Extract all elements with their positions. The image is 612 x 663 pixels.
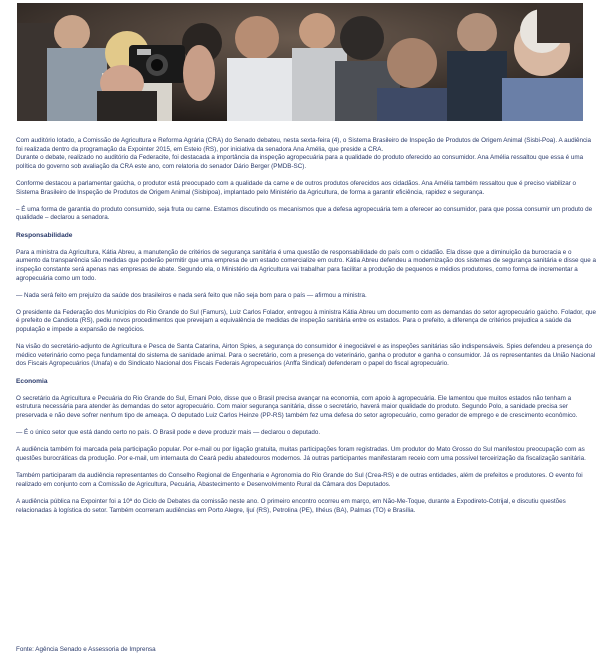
intro-sentence-2: Durante o debate, realizado no auditório da Federacite, foi destacada a importância da inspeção agropecuária para a qualidade do produto oferecido ao consumidor. Ana Amélia ressaltou que essa é uma política do governo sob avaliação da CRA este ano, com relatoria do senador Dário Berger (PMDB-SC). xyxy=(16,154,584,170)
quote-deputy: — É o único setor que está dando certo no país. O Brasil pode e deve produzir mais — declarou o deputado. xyxy=(16,429,321,437)
audience-photo-illustration xyxy=(17,3,583,121)
quote-minister: — Nada será feito em prejuízo da saúde dos brasileiros e nada será feito que não seja bom para o país — afirmou a ministra. xyxy=(16,291,367,299)
intro-paragraph xyxy=(16,137,596,171)
source-credit: Fonte: Agência Senado e Assessoria de Imprensa xyxy=(16,646,156,653)
article-body xyxy=(16,137,596,524)
quote-senator: – É uma forma de garantia do produto consumido, seja fruta ou carne. Estamos discutindo os mecanismos que a defesa agropecuária tem a oferecer ao consumidor, para que possa consumir um produto de qualidade – declarou a senadora. xyxy=(16,205,593,222)
paragraph-7: A audiência também foi marcada pela participação popular. Por e-mail ou por ligação gratuita, muitas participações foram registradas. Um produtor do Mato Grosso do Sul manifestou preocupação com as questões burocráticas da produção. Por e-mail, um internauta do Ceará pediu abatedouros modernos. Já outras participantes manifestaram receio com uma possível terceirização da fiscalização sanitária. xyxy=(16,446,586,462)
heading-economia: Economia xyxy=(16,377,48,385)
paragraph-4: O presidente da Federação dos Municípios do Rio Grande do Sul (Famurs), Luiz Carlos Folador, entregou à ministra Kátia Abreu um documento com as demandas do setor agropecuário gaúcho. Folador, que é prefeito de Candiota (RS), pediu novos procedimentos que prevejam a equivalência de medidas de inspeção sanitária entre os estados. Para o prefeito, a diferença de critérios prejudica a saúde da população e impede a expansão de negócios. xyxy=(16,308,596,334)
paragraph-5: Na visão do secretário-adjunto de Agricultura e Pesca de Santa Catarina, Airton Spies, a segurança do consumidor é inegociável e as inspeções sanitárias são indispensáveis. Spies defendeu a presença do médico veterinário como peça fundamental do sistema de sanidade animal. Para o secretário, com a presença do veterinário, ganha o produtor e ganha o consumidor. Já os representantes da União Nacional dos Fiscais Agropecuários (Unafa) e do Sindicato Nacional dos Fiscais Federais Agropecuários (Anffa Sindical) defenderam o papel do fiscal agropecuário. xyxy=(16,343,596,368)
paragraph-9: A audiência pública na Expointer foi a 10ª do Ciclo de Debates da comissão neste ano. O primeiro encontro ocorreu em março, em Não-Me-Toque, durante a Expodireto-Cotrijal, e discutiu questões relacionadas à logística do setor. Também ocorreram audiências em Porto Alegre, Ijuí (RS), Petrolina (PE), Ilhéus (BA), Palmas (TO) e Brasília. xyxy=(16,497,566,514)
event-photo xyxy=(17,3,583,121)
intro-sentence-1: Com auditório lotado, a Comissão de Agricultura e Reforma Agrária (CRA) do Senado debateu, nesta sexta-feira (4), o Sistema Brasileiro de Inspeção de Produtos de Origem Animal (Sisbi-Poa). A audiência foi realizada dentro da programação da Expointer 2015, em Esteio (RS), por iniciativa da senadora Ana Amélia, que preside a CRA. xyxy=(16,137,592,153)
paragraph-2: Conforme destacou a parlamentar gaúcha, o produtor está preocupado com a qualidade da carne e de outros produtos oferecidos aos cidadãos. Ana Amélia também ressaltou que é preciso viabilizar o Sistema Brasileiro de Inspeção de Produtos de Origem Animal (Sisbipoa), implantado pelo Ministério da Agricultura, de forma a garantir eficiência, rapidez e segurança. xyxy=(16,179,577,196)
paragraph-3: Para a ministra da Agricultura, Kátia Abreu, a manutenção de critérios de segurança sanitária é uma questão de responsabilidade do país com o cidadão. Ela disse que a diminuição da burocracia e o aumento da transparência são medidas que poderão permitir que uma empresa de um estado comercialize em outro. Kátia Abreu defendeu a modernização dos sistemas de segurança sanitária e disse que a inspeção constante será apenas nas empresas de abate. Segundo ela, o Ministério da Agricultura vai trabalhar para facilitar a produção de pequenos e médios produtores, como forma de incrementar a agropecuária como um todo. xyxy=(16,248,597,282)
paragraph-6: O secretário da Agricultura e Pecuária do Rio Grande do Sul, Ernani Polo, disse que o Brasil precisa avançar na economia, com apoio à agropecuária. Ele lamentou que muitos estados não tenham a estrutura necessária para atender às demandas do setor agropecuário. Com maior segurança sanitária, disse o secretário, haverá maior qualidade do produto. Segundo Polo, a sanidade precisa ser preservada e não deve sofrer nenhum tipo de ameaça. O deputado Luiz Carlos Heinze (PP-RS) também fez uma defesa do setor agropecuário, como gerador de emprego e de crescimento econômico. xyxy=(16,394,578,419)
heading-responsabilidade: Responsabilidade xyxy=(16,231,73,239)
paragraph-8: Também participaram da audiência representantes do Conselho Regional de Engenharia e Agronomia do Rio Grande do Sul (Crea-RS) e de outras entidades, além de prefeitos e produtores. O evento foi realizado em conjunto com a Comissão de Agricultura, Pecuária, Abastecimento e Desenvolvimento Rural da Câmara dos Deputados. xyxy=(16,472,583,488)
